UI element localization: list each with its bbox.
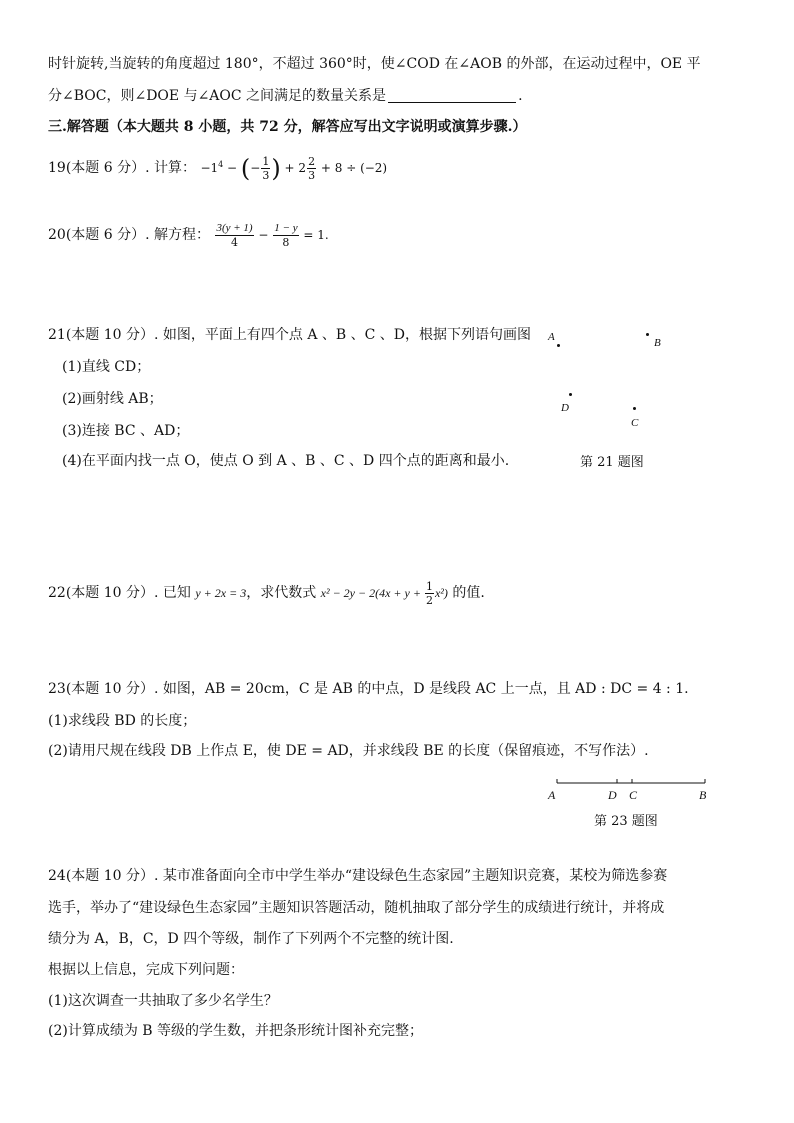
q22-tail: 的值.	[447, 585, 485, 601]
q19-fraction-1: $\frac{1}{3}$	[262, 155, 270, 182]
answer-blank[interactable]	[388, 88, 516, 103]
q21-point-label-b: B	[654, 337, 661, 349]
question-19	[48, 150, 387, 184]
question-20	[48, 220, 329, 250]
q21-point-label-a: A	[548, 331, 555, 343]
q21-item-1: (1)直线 CD；	[62, 359, 151, 375]
q24-line-1: 24(本题 10 分）. 某市准备面向全市中学生举办“建设绿色生态家园”主题知识竞赛，某校为筛选参赛	[48, 868, 668, 884]
q24-line-6: (2)计算成绩为 B 等级的学生数，并把条形统计图补充完整；	[48, 1023, 424, 1039]
q21-point-d	[569, 393, 572, 396]
q21-figure	[540, 325, 680, 465]
q24-line-2: 选手，举办了“建设绿色生态家园”主题知识答题活动，随机抽取了部分学生的成绩进行统计，并将成	[48, 900, 665, 916]
q23-label-c: C	[629, 788, 638, 802]
q23-label-b: B	[699, 788, 707, 802]
q22-expr-a: x² − 2y − 2(4x + y +	[320, 586, 424, 600]
q21-point-a	[557, 344, 560, 347]
q22-mid: ，求代数式	[246, 585, 321, 601]
q21-figure-caption: 第 21 题图	[580, 455, 644, 470]
q19-term-a: −1	[200, 161, 219, 175]
question-23	[48, 679, 689, 699]
q20-fraction-2: $\frac{1 - y}{8}$	[274, 222, 298, 249]
intro-line-1: 时针旋转,当旋转的角度超过 180°，不超过 360°时，使∠COD 在∠AOB 的外部，在运动过程中，OE 平	[48, 56, 701, 72]
q23-label-d: D	[608, 788, 617, 802]
q24-line-4: 根据以上信息，完成下列问题：	[48, 962, 244, 978]
q19-exponent: 4	[218, 160, 224, 169]
q21-item-3: (3)连接 BC 、AD；	[62, 423, 190, 439]
q21-point-label-c: C	[631, 417, 639, 429]
q23-item-2: (2)请用尺规在线段 DB 上作点 E，使 DE = AD，并求线段 BE 的长度（保留痕迹，不写作法）.	[48, 743, 649, 759]
question-22	[48, 578, 485, 608]
q22-fraction: $\frac{1}{2}$	[425, 579, 433, 607]
q22-prefix: 22(本题 10 分）. 已知	[48, 585, 196, 601]
q21-point-b	[646, 333, 649, 336]
q24-line-3: 绩分为 A，B，C，D 四个等级，制作了下列两个不完整的统计图.	[48, 931, 454, 947]
q19-plus: + 2	[280, 161, 307, 175]
intro-line-2	[48, 86, 523, 106]
q20-fraction-1: $\frac{3(y + 1)}{4}$	[216, 222, 253, 249]
q21-point-c	[633, 407, 636, 410]
q24-line-5: (1)这次调查一共抽取了多少名学生？	[48, 993, 278, 1009]
q21-item-2: (2)画射线 AB；	[62, 391, 163, 407]
q22-condition: y + 2x = 3	[195, 586, 247, 600]
q21-prompt: 21(本题 10 分）. 如图，平面上有四个点 A 、B 、C 、D，根据下列语句画图	[48, 327, 532, 343]
q20-tail: = 1.	[299, 228, 329, 242]
q19-expression: $-1^4$ − (− $\frac{1}{3}$ ) + 2 $\frac{2}{3}$ + 8 ÷ (−2)	[200, 154, 388, 183]
q23-figure-caption: 第 23 题图	[594, 814, 658, 829]
q19-tail: + 8 ÷ (−2)	[317, 161, 388, 175]
intro-line-2-text: 分∠BOC，则∠DOE 与∠AOC 之间满足的数量关系是	[48, 88, 387, 104]
q19-prefix: 19(本题 6 分）. 计算：	[48, 160, 196, 176]
q23-figure	[545, 772, 715, 812]
intro-line-2-end: .	[518, 88, 523, 104]
q19-fraction-2: $\frac{2}{3}$	[308, 155, 316, 182]
q20-prefix: 20(本题 6 分）. 解方程：	[48, 227, 210, 243]
q23-prefix: 23(本题 10 分）. 如图，	[48, 681, 205, 697]
q23-label-a: A	[548, 788, 556, 802]
q21-point-label-d: D	[561, 402, 569, 414]
q19-minus: −	[223, 161, 241, 175]
q23-item-1: (1)求线段 BD 的长度；	[48, 713, 197, 729]
q20-minus: −	[254, 228, 273, 242]
q20-equation	[214, 222, 329, 249]
q19-inner-minus: −	[250, 161, 261, 175]
q22-expr-b: x²)	[434, 586, 448, 600]
q23-text: AB = 20cm，C 是 AB 的中点，D 是线段 AC 上一点，且 AD : DC = 4 : 1.	[204, 681, 689, 697]
q21-item-4: (4)在平面内找一点 O，使点 O 到 A 、B 、C 、D 四个点的距离和最小.	[62, 453, 510, 469]
section-heading: 三.解答题（本大题共 8 小题，共 72 分，解答应写出文字说明或演算步骤.）	[48, 119, 527, 135]
